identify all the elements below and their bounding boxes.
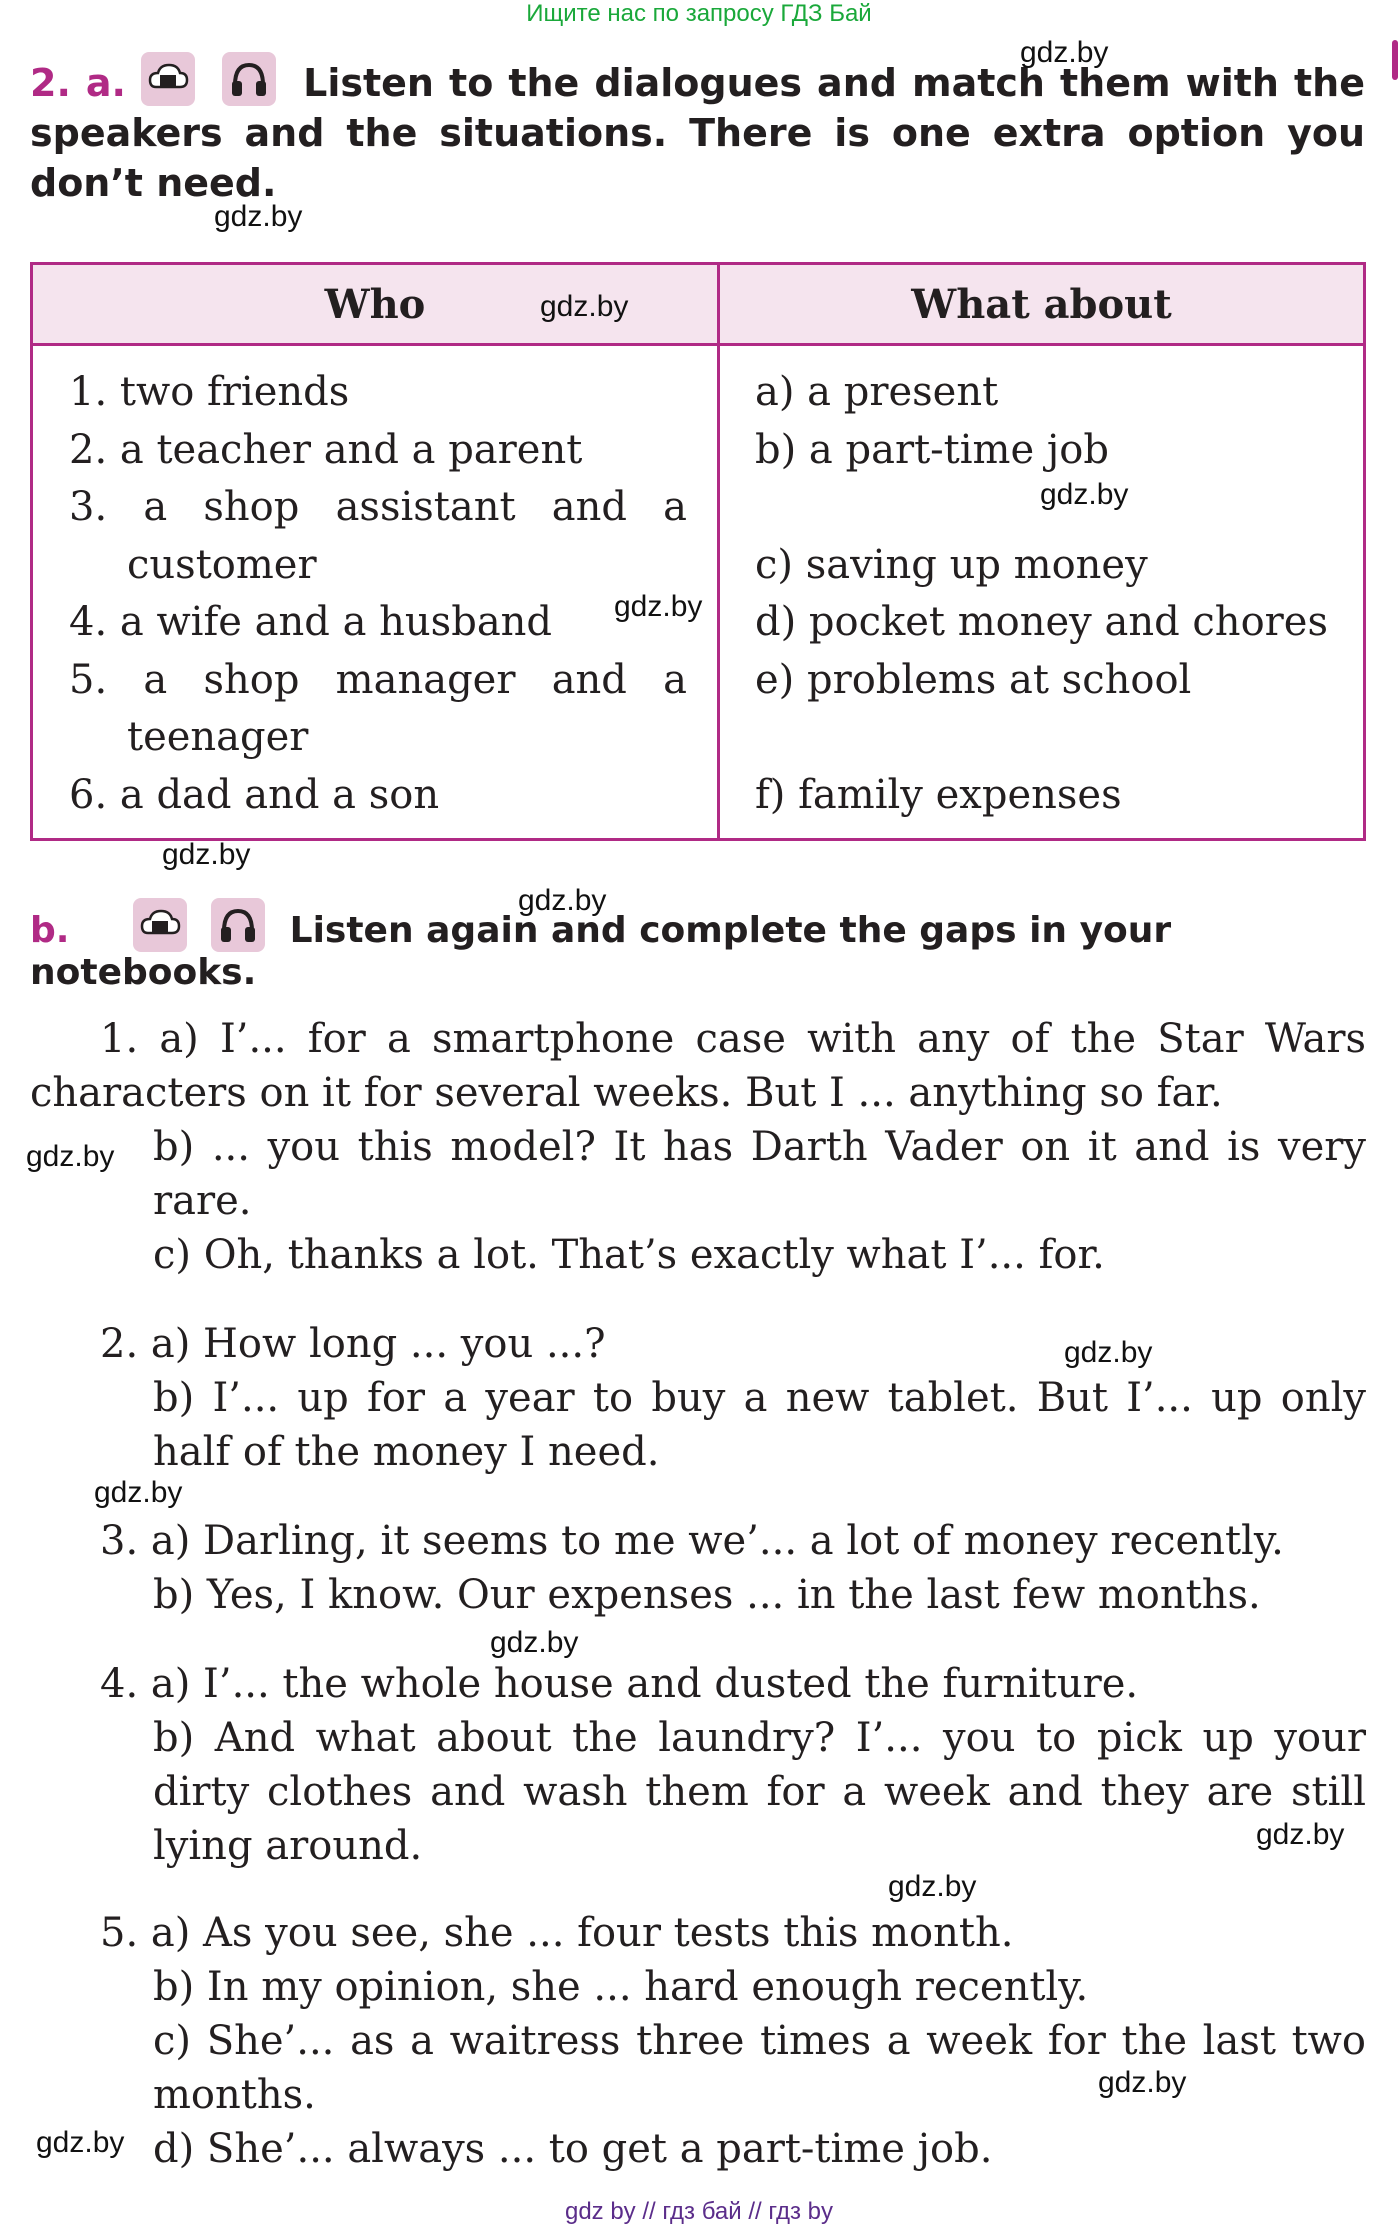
who-item-continued: customer <box>127 541 317 588</box>
dialogue-line: c) Oh, thanks a lot. That’s exactly what I’... for. <box>153 1232 1105 1278</box>
watermark: gdz.by <box>1040 478 1129 511</box>
what-item-blank <box>720 709 1363 767</box>
dialogue-line: c) She’... as a waitress three times a week for the last two <box>153 2018 1366 2064</box>
who-item: 2. a teacher and a parent <box>69 426 583 473</box>
dialogue-line: lying around. <box>153 1823 423 1869</box>
what-item: b) a part-time job <box>755 426 1109 473</box>
dialogue-line: characters on it for several weeks. But I ... anything so far. <box>30 1070 1223 1116</box>
cloud-cd-icon <box>133 898 187 952</box>
watermark: gdz.by <box>888 1870 977 1903</box>
dialogue-line: b) ... you this model? It has Darth Vader on it and is very <box>153 1124 1366 1170</box>
task-a-instruction <box>30 52 1365 208</box>
header-what-about: What about <box>719 264 1365 345</box>
watermark: gdz.by <box>1020 36 1109 69</box>
watermark: gdz.by <box>26 1140 115 1173</box>
dialogue-line: 5. a) As you see, she ... four tests this month. <box>100 1910 1014 1956</box>
watermark: gdz.by <box>36 2126 125 2159</box>
what-item: a) a present <box>755 369 999 415</box>
watermark: gdz.by <box>518 884 607 917</box>
dialogue-line: 1. a) I’... for a smartphone case with any of the Star Wars <box>100 1016 1366 1062</box>
watermark: gdz.by <box>540 290 629 323</box>
dialogue-line: b) I’... up for a year to buy a new tablet. But I’... up only <box>153 1375 1366 1421</box>
header-who: Who <box>32 264 719 345</box>
matching-table <box>30 262 1366 841</box>
dialogue-line: b) And what about the laundry? I’... you to pick up your <box>153 1715 1366 1761</box>
who-item: 5. a shop manager and a <box>69 656 687 703</box>
who-item: 6. a dad and a son <box>69 771 440 818</box>
page-edge-tab <box>1392 40 1398 80</box>
watermark: gdz.by <box>1064 1336 1153 1369</box>
who-item: 3. a shop assistant and a <box>69 484 687 530</box>
dialogue-line: d) She’... always ... to get a part-time job. <box>153 2126 993 2172</box>
watermark: gdz.by <box>94 1476 183 1509</box>
task-b-instruction <box>30 898 1398 993</box>
what-about-column <box>719 345 1365 840</box>
who-item-continued: teenager <box>127 714 309 760</box>
task-a-number: 2. a. <box>30 61 126 105</box>
headphones-icon <box>211 898 265 952</box>
what-item: f) family expenses <box>755 771 1122 818</box>
dialogue-line: rare. <box>153 1178 252 1224</box>
dialogue-line: 4. a) I’... the whole house and dusted the furniture. <box>100 1661 1139 1707</box>
footer-links[interactable]: gdz by // гдз бай // гдз by <box>564 2198 834 2225</box>
top-banner[interactable]: Ищите нас по запросу ГДЗ Бай <box>526 0 872 27</box>
task-b-text: Listen again and complete the gaps in your notebooks. <box>30 910 1172 993</box>
table-header-row <box>32 264 1365 345</box>
dialogue-line: 3. a) Darling, it seems to me we’... a lot of money recently. <box>100 1518 1284 1564</box>
watermark: gdz.by <box>214 200 303 233</box>
what-item: e) problems at school <box>755 656 1192 703</box>
task-b-number: b. <box>30 910 70 951</box>
watermark: gdz.by <box>1256 1818 1345 1851</box>
who-item: 4. a wife and a husband <box>69 599 553 645</box>
dialogue-line: months. <box>153 2072 316 2118</box>
who-item: 1. two friends <box>69 369 350 415</box>
task-a-text: Listen to the dialogues and match them with the speakers and the situations. There is one extra option you don’t need. <box>30 61 1366 205</box>
dialogue-line: b) Yes, I know. Our expenses ... in the last few months. <box>153 1572 1261 1618</box>
cloud-cd-icon <box>141 52 195 106</box>
dialogue-line: dirty clothes and wash them for a week and they are still <box>153 1769 1366 1815</box>
watermark: gdz.by <box>490 1626 579 1659</box>
dialogue-line: half of the money I need. <box>153 1429 660 1475</box>
dialogue-line: b) In my opinion, she ... hard enough recently. <box>153 1964 1089 2010</box>
what-item: d) pocket money and chores <box>755 599 1328 645</box>
what-item: c) saving up money <box>755 541 1148 588</box>
watermark: gdz.by <box>162 838 251 871</box>
watermark: gdz.by <box>1098 2066 1187 2099</box>
dialogue-line: 2. a) How long ... you ...? <box>100 1321 606 1367</box>
watermark: gdz.by <box>614 590 703 623</box>
headphones-icon <box>222 52 276 106</box>
